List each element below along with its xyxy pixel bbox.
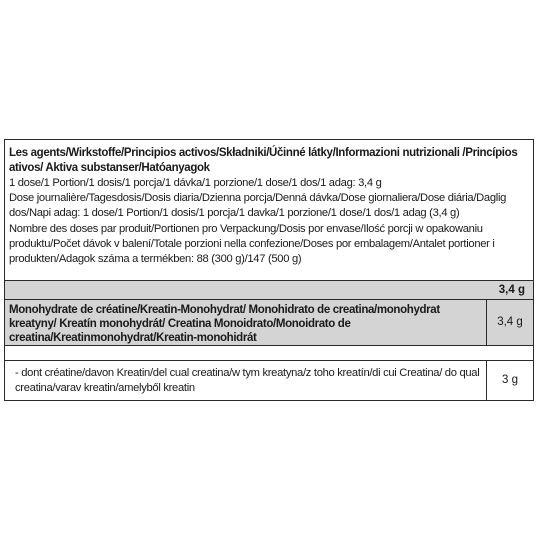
daily-dose-line: Dose journalière/Tagesdosis/Dosis diaria/Dzienna porcja/Denná dávka/Dose giornaliera/Dose diária/Daglig dos/Napi adag: 1 dose/1 Portion/1 dosis/1 porcja/1 davka/1 porzione/1 dose/1 dos/1 adag (3,4 g) [9, 192, 507, 220]
column-header-value: 3,4 g [498, 284, 525, 296]
ingredients-header [5, 140, 533, 281]
nutrition-panel [4, 139, 534, 401]
row-label-creatine: - dont créatine/davon Kreatin/del cual creatina/w tym kreatyna/z toho kreatín/di cui Creatina/ do qual creatina/varav kreatin/amelyből kreatin [5, 361, 487, 400]
dose-line: 1 dose/1 Portion/1 dosis/1 porcja/1 dávka/1 porzione/1 dose/1 dos/1 adag: 3,4 g [9, 177, 382, 189]
agents-title: Les agents/Wirkstoffe/Principios activos/Składniki/Účinné látky/Informazioni nutrizionali /Princípios ativos/ Aktiva substanser/Hatóanyagok [9, 147, 518, 174]
row-label-creatine-monohydrate: Monohydrate de créatine/Kreatin-Monohydrat/ Monohidrato de creatina/monohydrat kreatyny/ Kreatín monohydrát/ Creatina Monoidrato/Monoidrato de creatina/Kreatinmonohydrat/Kreatin-monohidrát [5, 300, 487, 345]
row-spacer [5, 345, 533, 361]
row-value-creatine-monohydrate: 3,4 g [497, 316, 523, 328]
row-value-creatine: 3 g [502, 374, 518, 386]
table-row [5, 361, 533, 400]
table-row [5, 300, 533, 345]
servings-line: Nombre des doses par produit/Portionen pro Verpackung/Dosis por envase/Ilość porcji w opakowaniu produktu/Počet dávok v balení/Totale porzioni nella confezione/Doses por embalagem/Antalet portioner i produkten/Adagok száma a termékben: 88 (300 g)/147 (500 g) [9, 222, 495, 266]
column-header-band [5, 281, 533, 300]
